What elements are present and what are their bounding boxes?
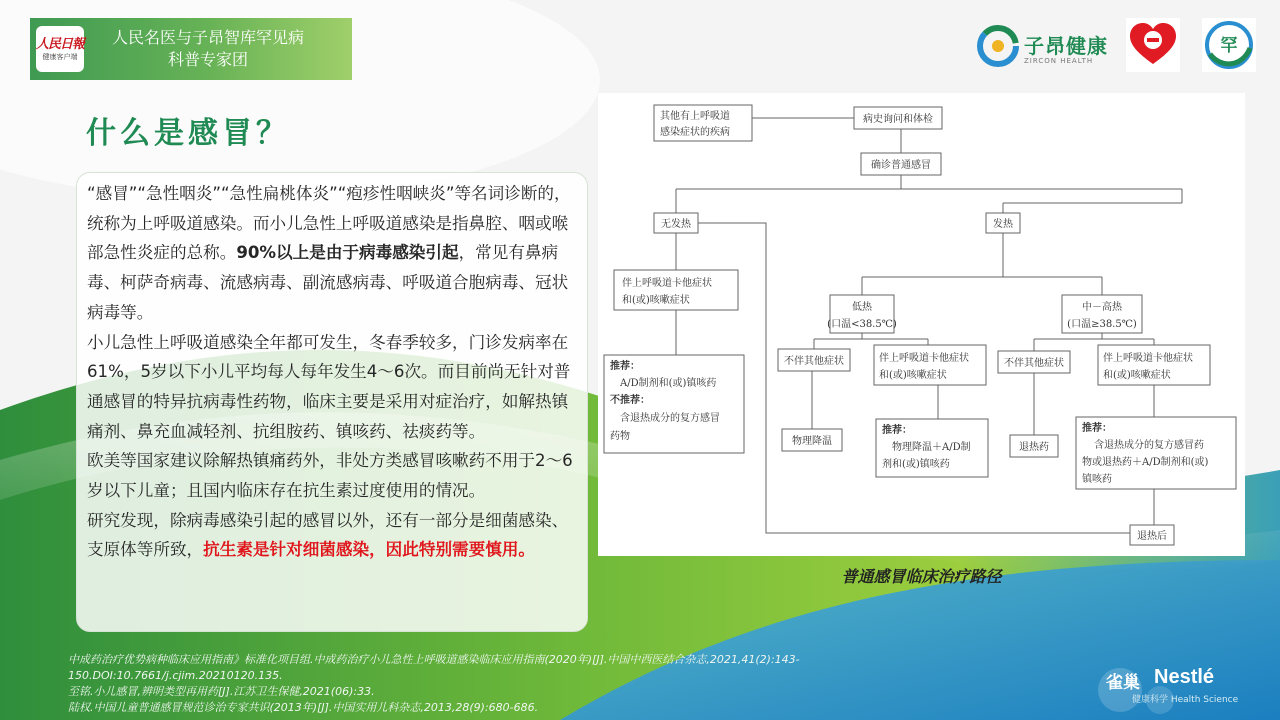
paragraph-1-text-a: “感冒”“急性咽炎”“急性扁桃体炎”“疱疹性咽峡炎”等名词诊断的，统称为上呼吸道感染。而小儿急性上呼吸道感染是指鼻腔、咽或喉部急性炎症的总称。 <box>87 184 571 263</box>
box-mid-fever-line1: 中－高热 <box>1082 302 1122 313</box>
reference-line: 至铭.小儿感冒,辨明类型再用药[J].江苏卫生保健,2021(06):33. <box>68 685 375 698</box>
box-other-disease-line2: 感染症状的疾病 <box>660 127 730 138</box>
references <box>68 652 948 716</box>
box-accomp-1-line1: 伴上呼吸道卡他症状 <box>622 278 712 289</box>
box-accomp-1-line2: 和(或)咳嗽症状 <box>622 295 690 306</box>
box-rec-right-line4: 镇咳药 <box>1082 474 1112 485</box>
zircon-swirl-icon <box>976 24 1020 68</box>
box-accomp-3-line2: 和(或)咳嗽症状 <box>1103 370 1171 381</box>
paragraph-3: 欧美等国家建议除解热镇痛药外，非处方类感冒咳嗽药不用于2～6岁以下儿童；且国内临床存在抗生素过度使用的情况。 <box>87 451 573 501</box>
paragraph-1-text-b: ，常见有鼻病毒、柯萨奇病毒、流感病毒、副流感病毒、呼吸道合胞病毒、冠状病毒等。 <box>87 243 569 322</box>
rare-disease-logo <box>1202 18 1256 72</box>
box-confirm-text: 确诊普通感冒 <box>871 160 931 171</box>
zircon-en: ZIRCON HEALTH <box>1024 57 1094 65</box>
peoples-daily-logo-text: 人民日報 <box>36 36 85 52</box>
reference-line: 150.DOI:10.7661/j.cjim.20210120.135. <box>68 669 283 682</box>
heart-logo <box>1126 18 1180 72</box>
box-rec-left-line1: 推荐： <box>610 361 640 372</box>
reference-line: 中成药治疗优势病种临床应用指南》标准化项目组.中成药治疗小儿急性上呼吸道感染临床应用指南(2020年)[J].中国中西医结合杂志,2021,41(2):143- <box>68 653 800 666</box>
box-no-other-2-text: 不伴其他症状 <box>1004 358 1064 369</box>
content-text-box <box>76 172 588 632</box>
paragraph-4 <box>87 506 575 565</box>
nestle-sub: 健康科学 Health Science <box>1132 695 1239 705</box>
page-title: 什么是感冒？ <box>86 116 290 151</box>
nestle-logo <box>1098 666 1258 706</box>
box-history-text: 病史询问和体检 <box>863 114 933 125</box>
paragraph-4-warning: 抗生素是针对细菌感染，因此特别需要慎用。 <box>203 540 536 560</box>
header-badge <box>30 18 352 80</box>
box-rec-left-line5: 药物 <box>610 431 630 442</box>
box-mid-fever-line2: (口温≥38.5℃) <box>1067 319 1137 330</box>
box-rec-mid-line1: 推荐： <box>882 425 912 436</box>
zircon-health-logo <box>976 22 1116 70</box>
rare-char: 罕 <box>1220 36 1238 56</box>
box-low-fever-line2: (口温<38.5℃) <box>827 319 897 330</box>
box-rec-mid-line2: 物理降温＋A/D制 <box>892 442 971 453</box>
header-title-line1: 人民名医与子昂智库罕见病 <box>111 28 304 47</box>
box-no-other-1-text: 不伴其他症状 <box>784 356 844 367</box>
paragraph-1 <box>87 179 575 328</box>
zircon-name: 子昂健康 <box>1024 34 1108 58</box>
box-low-fever-line1: 低热 <box>852 302 872 313</box>
box-rec-left-line4: 含退热成分的复方感冒 <box>620 413 720 424</box>
box-antipyretic-text: 退热药 <box>1019 442 1049 453</box>
box-rec-right-line3: 物或退热药＋A/D制剂和(或) <box>1082 457 1209 468</box>
header-title <box>84 27 352 71</box>
flowchart-svg <box>598 93 1245 556</box>
paragraph-2: 小儿急性上呼吸道感染全年都可发生，冬春季较多，门诊发病率在61%，5岁以下小儿平均每人每年发生4～6次。而目前尚无针对普通感冒的特异抗病毒性药物，临床主要是采用对症治疗，如解热镇痛剂、鼻充血减轻剂、抗组胺药、镇咳药、祛痰药等。 <box>87 332 571 441</box>
box-no-fever-text: 无发热 <box>661 219 691 230</box>
box-accomp-2-line1: 伴上呼吸道卡他症状 <box>879 353 969 364</box>
box-rec-left-line3: 不推荐： <box>610 395 650 406</box>
flowchart-caption: 普通感冒临床治疗路径 <box>841 567 1002 586</box>
box-fever-text: 发热 <box>993 219 1013 230</box>
box-accomp-3-line1: 伴上呼吸道卡他症状 <box>1103 353 1193 364</box>
box-rec-left-line2: A/D制剂和(或)镇咳药 <box>620 378 717 389</box>
box-rec-mid-line3: 剂和(或)镇咳药 <box>882 459 950 470</box>
treatment-flowchart <box>598 93 1245 556</box>
box-rec-right-line1: 推荐： <box>1082 423 1112 434</box>
box-rec-right-line2: 含退热成分的复方感冒药 <box>1094 440 1204 451</box>
box-after-fever-text: 退热后 <box>1137 531 1167 542</box>
box-other-disease-line1: 其他有上呼吸道 <box>660 111 730 122</box>
paragraph-1-bold: 90%以上是由于病毒感染引起 <box>236 243 459 263</box>
heart-icon <box>1126 18 1180 72</box>
peoples-daily-logo <box>36 26 84 72</box>
nestle-cn: 雀巢 <box>1106 673 1140 693</box>
rare-disease-icon <box>1202 18 1256 72</box>
paragraph-4-text: 研究发现，除病毒感染引起的感冒以外，还有一部分是细菌感染、支原体等所致， <box>87 510 569 560</box>
nestle-en: Nestlé <box>1154 666 1215 688</box>
header-title-line2: 科普专家团 <box>167 50 248 69</box>
box-accomp-2-line2: 和(或)咳嗽症状 <box>879 370 947 381</box>
peoples-daily-logo-sub: 健康客户端 <box>42 52 78 61</box>
box-physical-cool-text: 物理降温 <box>792 436 832 447</box>
reference-line: 陆权.中国儿童普通感冒规范诊治专家共识(2013年)[J].中国实用儿科杂志,2013,28(9):680-686. <box>68 701 539 714</box>
